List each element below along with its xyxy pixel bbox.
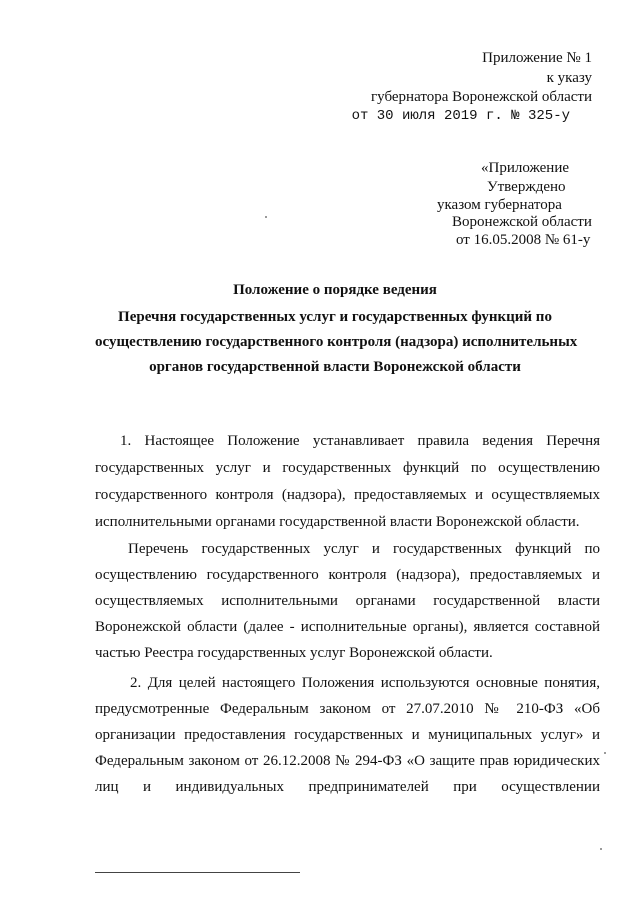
paragraph-1-line: государственного контроля (надзора), предоставляемых и осуществляемых <box>95 487 600 503</box>
paragraph-2-line: частью Реестра государственных услуг Воронежской области. <box>95 645 493 661</box>
scan-speck <box>604 752 606 754</box>
header-line-to-decree: к указу <box>546 70 592 86</box>
paragraph-1-line: исполнительными органами государственной власти Воронежской области. <box>95 514 580 530</box>
approval-line-appendix: «Приложение <box>481 160 570 176</box>
title-line-4: органов государственной власти Воронежской области <box>149 359 521 375</box>
footnote-separator <box>95 872 300 873</box>
paragraph-3-line: лиц и индивидуальных предпринимателей при осуществлении <box>95 779 600 795</box>
approval-line-by-decree: указом губернатора <box>437 197 562 213</box>
paragraph-3-line: организации предоставления государственных и муниципальных услуг» и <box>95 727 600 743</box>
approval-line-approved: Утверждено <box>487 179 566 195</box>
header-line-date-number: от 30 июля 2019 г. № 325-у <box>351 108 570 124</box>
paragraph-3-line: предусмотренные Федеральным законом от 27.07.2010 № 210-ФЗ «Об <box>95 701 600 717</box>
paragraph-2-line: Перечень государственных услуг и государственных функций по <box>128 541 600 557</box>
paragraph-2-line: Воронежской области (далее - исполнительные органы), является составной <box>95 619 600 635</box>
paragraph-2-line: осуществляемых исполнительными органами государственной власти <box>95 593 600 609</box>
scan-speck <box>600 848 602 850</box>
paragraph-1-line: 1. Настоящее Положение устанавливает правила ведения Перечня <box>120 433 600 449</box>
paragraph-3-line: Федеральным законом от 26.12.2008 № 294-ФЗ «О защите прав юридических <box>95 753 600 769</box>
header-line-governor: губернатора Воронежской области <box>371 89 592 105</box>
header-line-appendix: Приложение № 1 <box>482 50 592 66</box>
scan-speck <box>265 216 267 218</box>
title-line-1: Положение о порядке ведения <box>233 282 437 298</box>
approval-line-region: Воронежской области <box>452 214 592 230</box>
paragraph-3-line: 2. Для целей настоящего Положения используются основные понятия, <box>130 675 600 691</box>
approval-line-date-number: от 16.05.2008 № 61-у <box>456 232 591 248</box>
paragraph-1-line: государственных услуг и государственных функций по осуществлению <box>95 460 600 476</box>
title-line-3: осуществлению государственного контроля (надзора) исполнительных <box>95 334 578 350</box>
paragraph-2-line: осуществлению государственного контроля (надзора), предоставляемых и <box>95 567 600 583</box>
title-line-2: Перечня государственных услуг и государственных функций по <box>118 309 552 325</box>
